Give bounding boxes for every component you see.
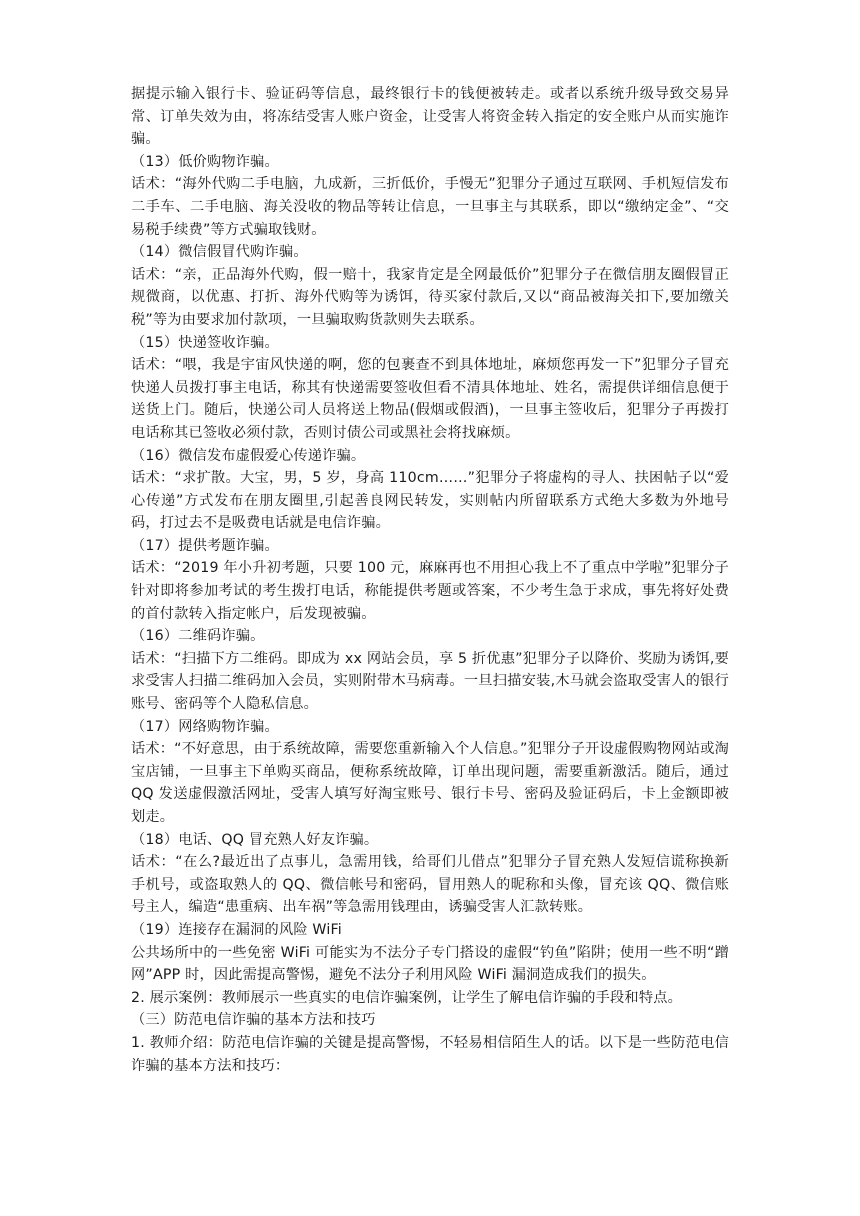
paragraph: 话术：“求扩散。大宝，男，5 岁，身高 110cm……”犯罪分子将虚构的寻人、扶困帖子以“爱心传递”方式发布在朋友圈里,引起善良网民转发，实则帖内所留联系方式绝大多数为外地号码，打过去不是吸费电话就是电信诈骗。 xyxy=(131,470,729,532)
section-heading: （13）低价购物诈骗。 xyxy=(131,153,279,170)
paragraph: 公共场所中的一些免密 WiFi 可能实为不法分子专门搭设的虚假“钓鱼”陷阱；使用一些不明“蹭网”APP 时，因此需提高警惕，避免不法分子利用风险 WiFi 漏洞造成我们的损失。 xyxy=(131,944,729,984)
paragraph: 据提示输入银行卡、验证码等信息，最终银行卡的钱便被转走。或者以系统升级导致交易异常、订单失效为由，将冻结受害人账户资金，让受害人将资金转入指定的安全账户从而实施诈骗。 xyxy=(131,86,729,148)
paragraph: 话术：“不好意思，由于系统故障，需要您重新输入个人信息。”犯罪分子开设虚假购物网站或淘宝店铺，一旦事主下单购买商品，便称系统故障，订单出现问题，需要重新激活。随后，通过 QQ 发送虚假激活网址，受害人填写好淘宝账号、银行卡号、密码及验证码后，卡上金额即被划走。 xyxy=(131,741,729,825)
paragraph: 话术：“喂，我是宇宙风快递的啊，您的包裹查不到具体地址，麻烦您再发一下”犯罪分子冒充快递人员拨打事主电话，称其有快递需要签收但看不清具体地址、姓名，需提供详细信息便于送货上门。随后，快递公司人员将送上物品(假烟或假酒)，一旦事主签收后，犯罪分子再拨打电话称其已签收必须付款，否则讨债公司或黑社会将找麻烦。 xyxy=(131,357,729,441)
section-heading: （14）微信假冒代购诈骗。 xyxy=(131,244,308,261)
document-body xyxy=(131,83,729,1077)
section-heading: （17）网络购物诈骗。 xyxy=(131,718,279,735)
paragraph: 1. 教师介绍：防范电信诈骗的关键是提高警惕，不轻易相信陌生人的话。以下是一些防范电信诈骗的基本方法和技巧： xyxy=(131,1034,729,1074)
section-heading: （三）防范电信诈骗的基本方法和技巧 xyxy=(131,1012,376,1029)
section-heading: （16）二维码诈骗。 xyxy=(131,628,265,645)
section-heading: （16）微信发布虚假爱心传递诈骗。 xyxy=(131,447,366,464)
paragraph: 2. 展示案例：教师展示一些真实的电信诈骗案例，让学生了解电信诈骗的手段和特点。 xyxy=(131,989,682,1006)
paragraph: 话术：“扫描下方二维码。即成为 xx 网站会员，享 5 折优惠”犯罪分子以降价、奖励为诱饵,要求受害人扫描二维码加入会员，实则附带木马病毒。一旦扫描安装,木马就会盗取受害人的银行账号、密码等个人隐私信息。 xyxy=(131,650,729,713)
paragraph: 话术：“海外代购二手电脑，九成新，三折低价，手慢无”犯罪分子通过互联网、手机短信发布二手车、二手电脑、海关没收的物品等转让信息，一旦事主与其联系，即以“缴纳定金”、“交易税手续费”等方式骗取钱财。 xyxy=(131,176,729,238)
section-heading: （17）提供考题诈骗。 xyxy=(131,537,279,554)
section-heading: （15）快递签收诈骗。 xyxy=(131,334,279,351)
section-heading: （18）电话、QQ 冒充熟人好友诈骗。 xyxy=(131,831,379,848)
paragraph: 话术：“2019 年小升初考题，只要 100 元，麻麻再也不用担心我上不了重点中学啦”犯罪分子针对即将参加考试的考生拨打电话，称能提供考题或答案，不少考生急于求成，事先将好处费的首付款转入指定帐户，后发现被骗。 xyxy=(131,560,729,622)
paragraph: 话术：“亲，正品海外代购，假一赔十，我家肯定是全网最低价”犯罪分子在微信朋友圈假冒正规微商，以优惠、打折、海外代购等为诱饵，待买家付款后,又以“商品被海关扣下,要加缴关税”等为由要求加付款项，一旦骗取购货款则失去联系。 xyxy=(131,266,729,328)
paragraph: 话术：“在么?最近出了点事儿，急需用钱，给哥们儿借点”犯罪分子冒充熟人发短信谎称换新手机号，或盗取熟人的 QQ、微信帐号和密码，冒用熟人的昵称和头像，冒充该 QQ、微信账号主人，编造“患重病、出车祸”等急需用钱理由，诱骗受害人汇款转账。 xyxy=(131,854,729,916)
section-heading: （19）连接存在漏洞的风险 WiFi xyxy=(131,921,342,938)
